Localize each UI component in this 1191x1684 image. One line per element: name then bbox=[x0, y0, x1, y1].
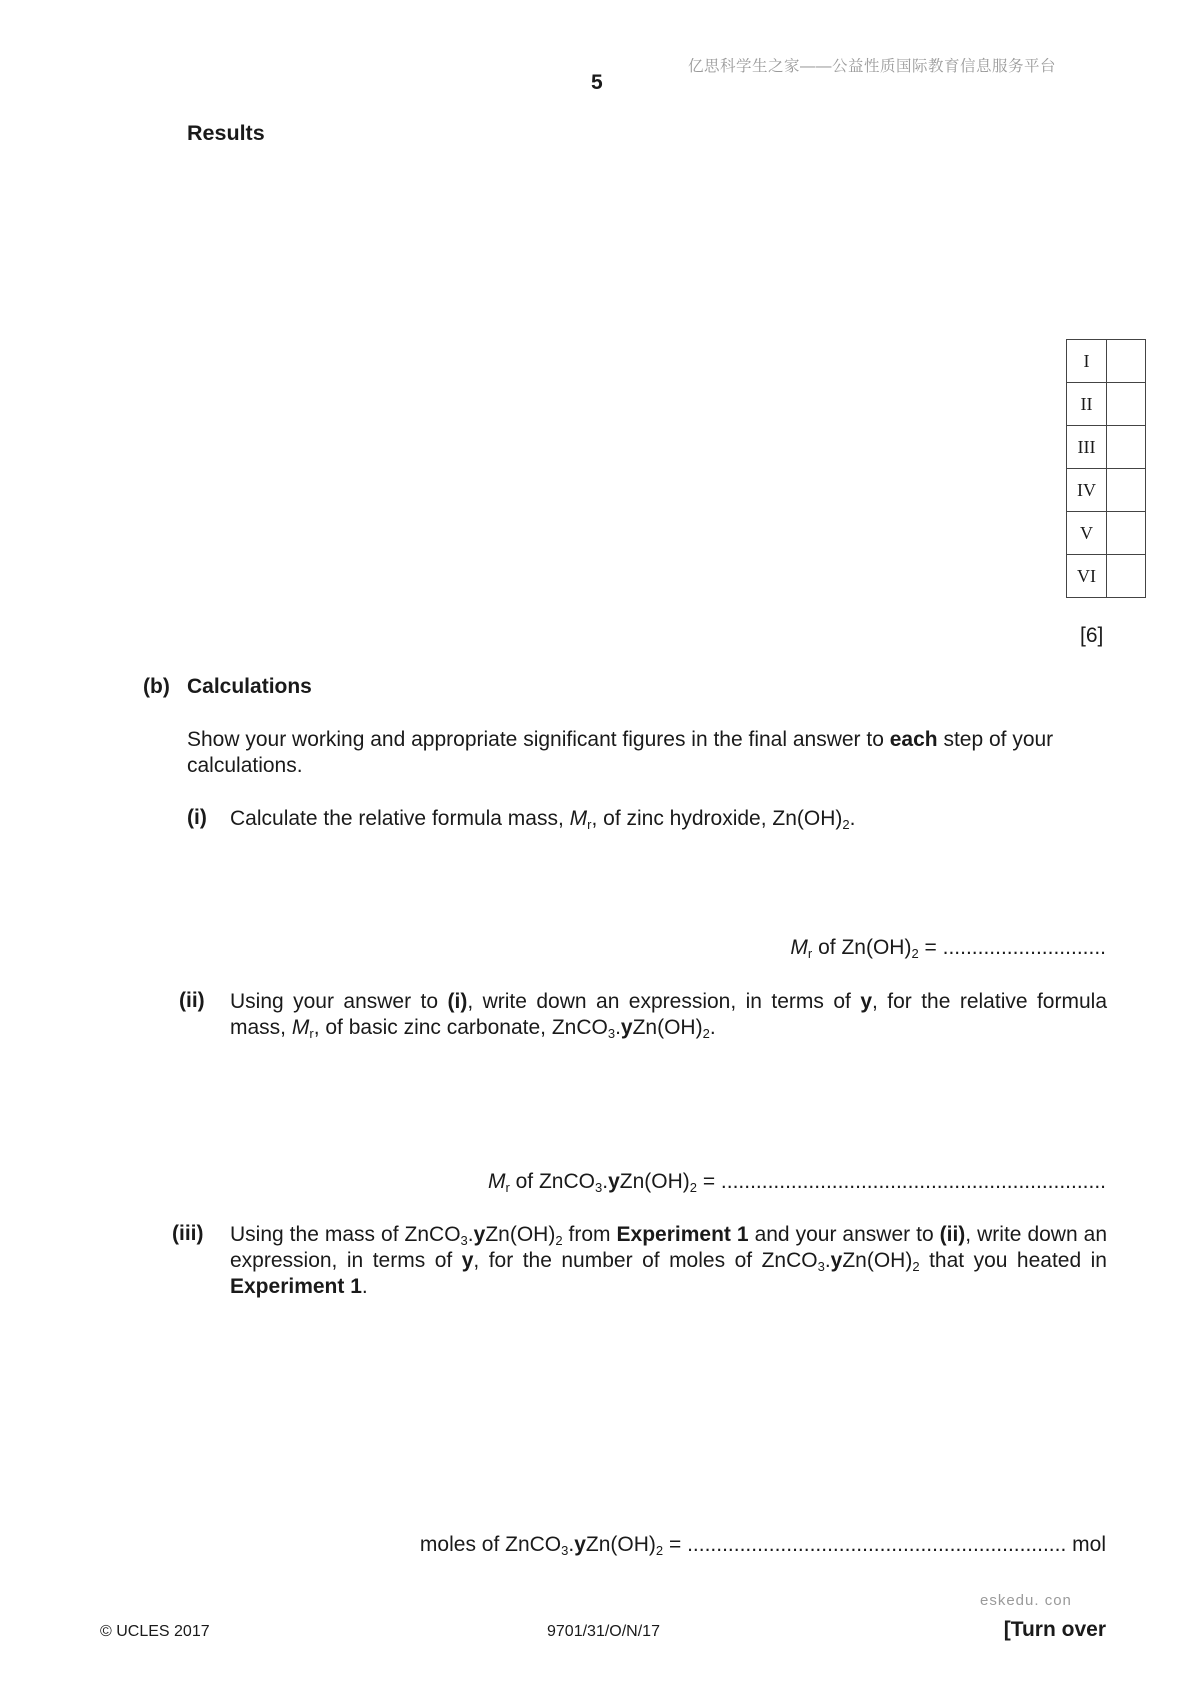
watermark-footer: eskedu. con bbox=[980, 1592, 1072, 1609]
mark-box[interactable] bbox=[1107, 469, 1146, 512]
mark-row-label: VI bbox=[1067, 555, 1107, 598]
turn-over: [Turn over bbox=[1003, 1618, 1106, 1641]
mark-row bbox=[1067, 340, 1146, 383]
mark-box[interactable] bbox=[1107, 512, 1146, 555]
mark-row bbox=[1067, 426, 1146, 469]
answer-line-mr-basic-zinc-carbonate[interactable]: $M_r$ of $ZnCO_3.yZn(OH)_2$ = .................................................................. bbox=[487, 1170, 1106, 1195]
mark-row-label: V bbox=[1067, 512, 1107, 555]
question-i-text: Calculate the relative formula mass, $M_r$, of zinc hydroxide, $Zn(OH)_2$. bbox=[230, 807, 856, 832]
marking-grid bbox=[1066, 339, 1146, 598]
mark-row-label: III bbox=[1067, 426, 1107, 469]
watermark-header: 亿思科学生之家——公益性质国际教育信息服务平台 bbox=[688, 58, 1057, 75]
paper-code: 9701/31/O/N/17 bbox=[547, 1623, 660, 1640]
question-iii-text: Using the mass of $ZnCO_3.yZn(OH)_2$ from Experiment 1 and your answer to (ii), write down an expression, in terms of y, for the number of moles of $ZnCO_3.yZn(OH)_2$ that you heated in Experiment 1. bbox=[230, 1223, 1107, 1298]
mark-row-label: I bbox=[1067, 340, 1107, 383]
answer-line-mr-zinc-hydroxide[interactable]: $M_r$ of $Zn(OH)_2$ = ............................ bbox=[790, 936, 1106, 961]
question-ii-label: (ii) bbox=[179, 989, 205, 1012]
mark-row bbox=[1067, 512, 1146, 555]
copyright: © UCLES 2017 bbox=[100, 1623, 210, 1640]
results-total-marks: [6] bbox=[1080, 624, 1104, 647]
page-number: 5 bbox=[591, 71, 603, 94]
mark-box[interactable] bbox=[1107, 340, 1146, 383]
mark-box[interactable] bbox=[1107, 383, 1146, 426]
calculations-intro: Show your working and appropriate significant figures in the final answer to each step of your calculations. bbox=[187, 728, 1054, 777]
part-b-title: Calculations bbox=[187, 675, 312, 698]
mark-row-label: IV bbox=[1067, 469, 1107, 512]
mark-box[interactable] bbox=[1107, 555, 1146, 598]
answer-line-moles[interactable]: moles of $ZnCO_3.yZn(OH)_2$ = ................................................................. mol bbox=[419, 1533, 1106, 1558]
mark-box[interactable] bbox=[1107, 426, 1146, 469]
mark-row bbox=[1067, 383, 1146, 426]
question-ii-text: Using your answer to (i), write down an expression, in terms of y, for the relative formula mass, $M_r$, of basic zinc carbonate, $ZnCO_3.yZn(OH)_2$. bbox=[230, 990, 1107, 1041]
question-i-label: (i) bbox=[187, 806, 207, 829]
mark-row bbox=[1067, 555, 1146, 598]
mark-row bbox=[1067, 469, 1146, 512]
results-heading: Results bbox=[187, 121, 265, 145]
part-b-label: (b) bbox=[143, 675, 170, 698]
question-iii-label: (iii) bbox=[172, 1222, 204, 1245]
mark-row-label: II bbox=[1067, 383, 1107, 426]
